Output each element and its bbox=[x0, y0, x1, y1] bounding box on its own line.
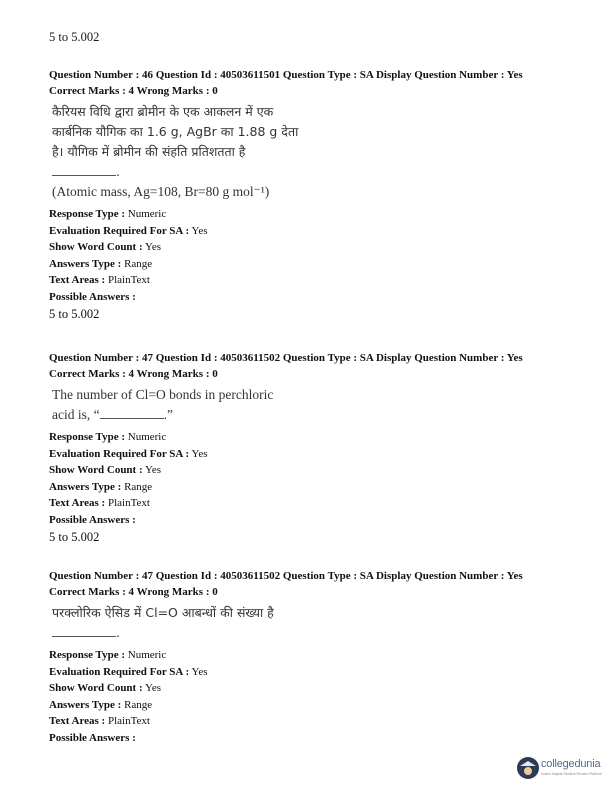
possible-answers-label: Possible Answers : bbox=[49, 290, 136, 303]
question-header: Question Number : 46 Question Id : 40503611501 Question Type : SA Display Question Number : Yes bbox=[49, 69, 523, 81]
question-text bbox=[52, 102, 589, 202]
question-marks: Correct Marks : 4 Wrong Marks : 0 bbox=[49, 586, 218, 598]
question-line: परक्लोरिक ऐसिड में Cl=O आबन्धों की संख्या है bbox=[52, 605, 274, 620]
question-text bbox=[52, 603, 589, 643]
question-marks: Correct Marks : 4 Wrong Marks : 0 bbox=[49, 85, 218, 97]
evaluation-row: Evaluation Required For SA : Yes bbox=[49, 224, 208, 237]
answer-blank bbox=[100, 408, 164, 419]
question-line: कार्बनिक यौगिक का 1.6 g, AgBr का 1.88 g देता bbox=[52, 124, 299, 139]
previous-answer: 5 to 5.002 bbox=[49, 30, 100, 44]
answer-blank bbox=[52, 165, 116, 176]
word-count-row: Show Word Count : Yes bbox=[49, 682, 161, 694]
question-line: है। यौगिक में ब्रोमीन की संहति प्रतिशतता है bbox=[52, 144, 246, 159]
response-type-row: Response Type : Numeric bbox=[49, 431, 167, 443]
question-block-46 bbox=[49, 67, 589, 322]
answer-blank bbox=[52, 626, 116, 637]
word-count-row: Show Word Count : Yes bbox=[49, 464, 161, 476]
possible-answers-label: Possible Answers : bbox=[49, 513, 136, 526]
question-block-47-hi bbox=[49, 568, 589, 746]
word-count-row: Show Word Count : Yes bbox=[49, 241, 161, 253]
logo-name: collegedunia bbox=[541, 758, 601, 770]
question-line: The number of Cl=O bonds in perchloric bbox=[52, 387, 274, 402]
question-marks: Correct Marks : 4 Wrong Marks : 0 bbox=[49, 368, 218, 380]
question-line: acid is, “ .” bbox=[52, 407, 173, 422]
evaluation-row: Evaluation Required For SA : Yes bbox=[49, 665, 208, 678]
text-areas-row: Text Areas : PlainText bbox=[49, 715, 150, 727]
response-type-row: Response Type : Numeric bbox=[49, 649, 167, 661]
collegedunia-logo bbox=[517, 757, 607, 785]
question-blank-line: . bbox=[52, 162, 589, 182]
evaluation-row: Evaluation Required For SA : Yes bbox=[49, 447, 208, 460]
question-header: Question Number : 47 Question Id : 40503611502 Question Type : SA Display Question Number : Yes bbox=[49, 570, 523, 582]
logo-mascot-icon bbox=[517, 757, 539, 779]
question-note: (Atomic mass, Ag=108, Br=80 g mol⁻¹) bbox=[52, 184, 270, 199]
possible-answer: 5 to 5.002 bbox=[49, 530, 100, 544]
question-text bbox=[52, 385, 589, 425]
answers-type-row: Answers Type : Range bbox=[49, 480, 153, 493]
question-blank-line: . bbox=[52, 623, 589, 643]
possible-answers-label: Possible Answers : bbox=[49, 731, 136, 744]
question-line: कैरियस विधि द्वारा ब्रोमीन के एक आकलन में एक bbox=[52, 104, 274, 119]
text-areas-row: Text Areas : PlainText bbox=[49, 497, 150, 509]
response-type-row: Response Type : Numeric bbox=[49, 208, 167, 220]
question-block-47-en bbox=[49, 350, 589, 545]
logo-tagline: India's largest Student Review Platform bbox=[541, 772, 602, 776]
possible-answer: 5 to 5.002 bbox=[49, 307, 100, 321]
graduation-cap-icon bbox=[520, 761, 536, 766]
question-header: Question Number : 47 Question Id : 40503611502 Question Type : SA Display Question Number : Yes bbox=[49, 352, 523, 364]
answers-type-row: Answers Type : Range bbox=[49, 257, 153, 270]
answers-type-row: Answers Type : Range bbox=[49, 698, 153, 711]
text-areas-row: Text Areas : PlainText bbox=[49, 274, 150, 286]
